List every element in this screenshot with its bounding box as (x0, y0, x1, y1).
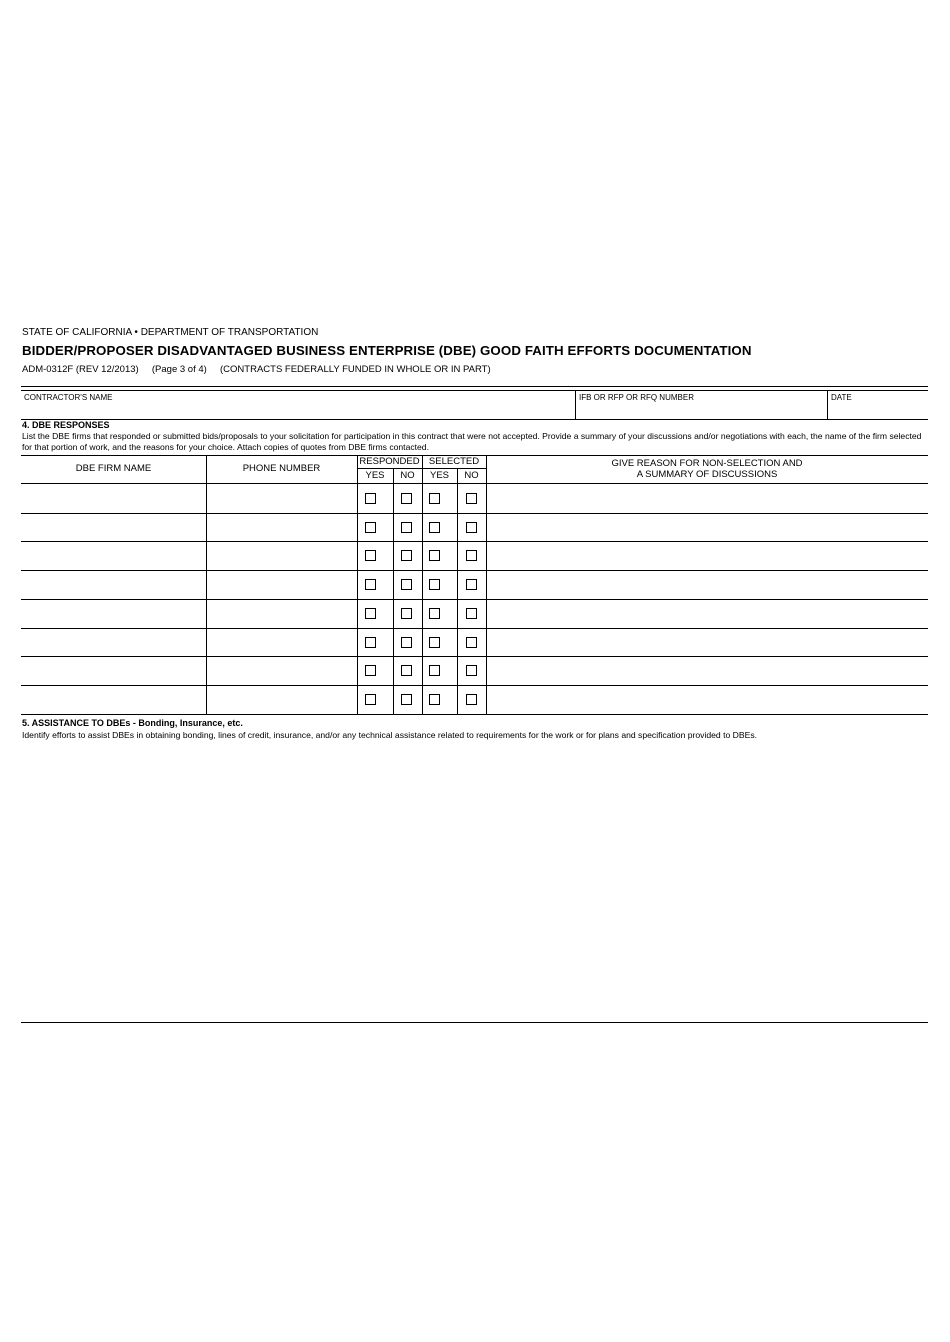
responded-no-checkbox[interactable] (401, 665, 412, 676)
selected-yes-checkbox[interactable] (429, 665, 440, 676)
selected-yes-checkbox[interactable] (429, 493, 440, 504)
selected-yes-checkbox[interactable] (429, 550, 440, 561)
dbe-firm-name-input[interactable] (21, 484, 206, 513)
phone-number-input[interactable] (206, 484, 357, 513)
selected-yes-checkbox[interactable] (429, 579, 440, 590)
selected-no-checkbox[interactable] (466, 665, 477, 676)
col-selected: SELECTED (428, 455, 480, 467)
selected-no-checkbox[interactable] (466, 637, 477, 648)
col-phone-number: PHONE NUMBER (242, 463, 321, 475)
responded-yes-checkbox[interactable] (365, 694, 376, 705)
col-responded-yes: YES (365, 470, 385, 482)
section-5-instructions: Identify efforts to assist DBEs in obtaining bonding, lines of credit, insurance, and/or any technical assistance related to requirements for the work or for plans and specification provided to DBEs. (22, 730, 758, 740)
responded-yes-checkbox[interactable] (365, 637, 376, 648)
col-responded: RESPONDED (359, 455, 420, 467)
selected-yes-checkbox[interactable] (429, 694, 440, 705)
phone-number-input[interactable] (206, 685, 357, 714)
responded-no-checkbox[interactable] (401, 608, 412, 619)
dbe-firm-name-input[interactable] (21, 656, 206, 685)
reason-summary-input[interactable] (486, 685, 928, 714)
contractor-name-label: CONTRACTOR'S NAME (24, 393, 113, 402)
section-4-instructions: List the DBE firms that responded or submitted bids/proposals to your solicitation for participation in this contract that were not accepted. Provide a summary of your discussions and/or negotiations with each, the name of the firm selected for that portion of work, and the reasons for your choice. Attach copies of quotes from DBE firms contacted. (22, 431, 922, 452)
responded-yes-checkbox[interactable] (365, 579, 376, 590)
table-row (21, 570, 928, 598)
reason-summary-input[interactable] (486, 484, 928, 513)
responded-yes-checkbox[interactable] (365, 522, 376, 533)
responded-no-checkbox[interactable] (401, 579, 412, 590)
table-row (21, 628, 928, 656)
responded-no-checkbox[interactable] (401, 550, 412, 561)
selected-yes-checkbox[interactable] (429, 522, 440, 533)
form-id-line: ADM-0312F (REV 12/2013) (Page 3 of 4) (CONTRACTS FEDERALLY FUNDED IN WHOLE OR IN PART) (22, 364, 491, 375)
table-row (21, 656, 928, 684)
table-row (21, 484, 928, 512)
phone-number-input[interactable] (206, 513, 357, 542)
form-title: BIDDER/PROPOSER DISADVANTAGED BUSINESS ENTERPRISE (DBE) GOOD FAITH EFFORTS DOCUMENTATION (22, 343, 752, 358)
table-row (21, 599, 928, 627)
reason-summary-input[interactable] (486, 599, 928, 628)
dbe-firm-name-input[interactable] (21, 599, 206, 628)
section-4-title: 4. DBE RESPONSES (22, 420, 110, 430)
contractor-info-box (21, 386, 928, 420)
dbe-firm-name-input[interactable] (21, 685, 206, 714)
date-label: DATE (831, 393, 852, 402)
phone-number-input[interactable] (206, 628, 357, 657)
phone-number-input[interactable] (206, 541, 357, 570)
selected-no-checkbox[interactable] (466, 522, 477, 533)
col-selected-yes: YES (429, 470, 449, 482)
responded-yes-checkbox[interactable] (365, 665, 376, 676)
responded-no-checkbox[interactable] (401, 694, 412, 705)
responded-no-checkbox[interactable] (401, 493, 412, 504)
phone-number-input[interactable] (206, 599, 357, 628)
table-row (21, 541, 928, 569)
table-row (21, 513, 928, 541)
col-dbe-firm-name: DBE FIRM NAME (75, 463, 152, 475)
dbe-firm-name-input[interactable] (21, 541, 206, 570)
ifb-number-label: IFB OR RFP OR RFQ NUMBER (579, 393, 694, 402)
dbe-firm-name-input[interactable] (21, 570, 206, 599)
responded-yes-checkbox[interactable] (365, 493, 376, 504)
selected-no-checkbox[interactable] (466, 550, 477, 561)
col-reason-line2: A SUMMARY OF DISCUSSIONS (636, 469, 778, 480)
dbe-firm-name-input[interactable] (21, 513, 206, 542)
selected-yes-checkbox[interactable] (429, 608, 440, 619)
contractor-name-field[interactable] (21, 390, 575, 419)
selected-no-checkbox[interactable] (466, 694, 477, 705)
responded-yes-checkbox[interactable] (365, 550, 376, 561)
selected-no-checkbox[interactable] (466, 493, 477, 504)
phone-number-input[interactable] (206, 656, 357, 685)
responded-no-checkbox[interactable] (401, 522, 412, 533)
reason-summary-input[interactable] (486, 513, 928, 542)
col-responded-no: NO (400, 470, 415, 482)
col-reason-summary (486, 455, 928, 483)
phone-number-input[interactable] (206, 570, 357, 599)
selected-yes-checkbox[interactable] (429, 637, 440, 648)
section-5-title: 5. ASSISTANCE TO DBEs - Bonding, Insurance, etc. (22, 718, 243, 728)
reason-summary-input[interactable] (486, 656, 928, 685)
responded-yes-checkbox[interactable] (365, 608, 376, 619)
selected-no-checkbox[interactable] (466, 608, 477, 619)
section-5-bottom-rule (21, 1022, 928, 1023)
selected-no-checkbox[interactable] (466, 579, 477, 590)
reason-summary-input[interactable] (486, 628, 928, 657)
col-selected-no: NO (464, 470, 479, 482)
responded-no-checkbox[interactable] (401, 637, 412, 648)
dbe-responses-table (21, 455, 928, 714)
row-divider (21, 714, 928, 715)
dbe-firm-name-input[interactable] (21, 628, 206, 657)
table-row (21, 685, 928, 713)
date-field[interactable] (827, 390, 928, 419)
agency-line: STATE OF CALIFORNIA • DEPARTMENT OF TRANSPORTATION (22, 327, 319, 338)
col-reason-line1: GIVE REASON FOR NON-SELECTION AND (611, 457, 803, 469)
reason-summary-input[interactable] (486, 541, 928, 570)
ifb-rfp-rfq-number-field[interactable] (575, 390, 827, 419)
reason-summary-input[interactable] (486, 570, 928, 599)
